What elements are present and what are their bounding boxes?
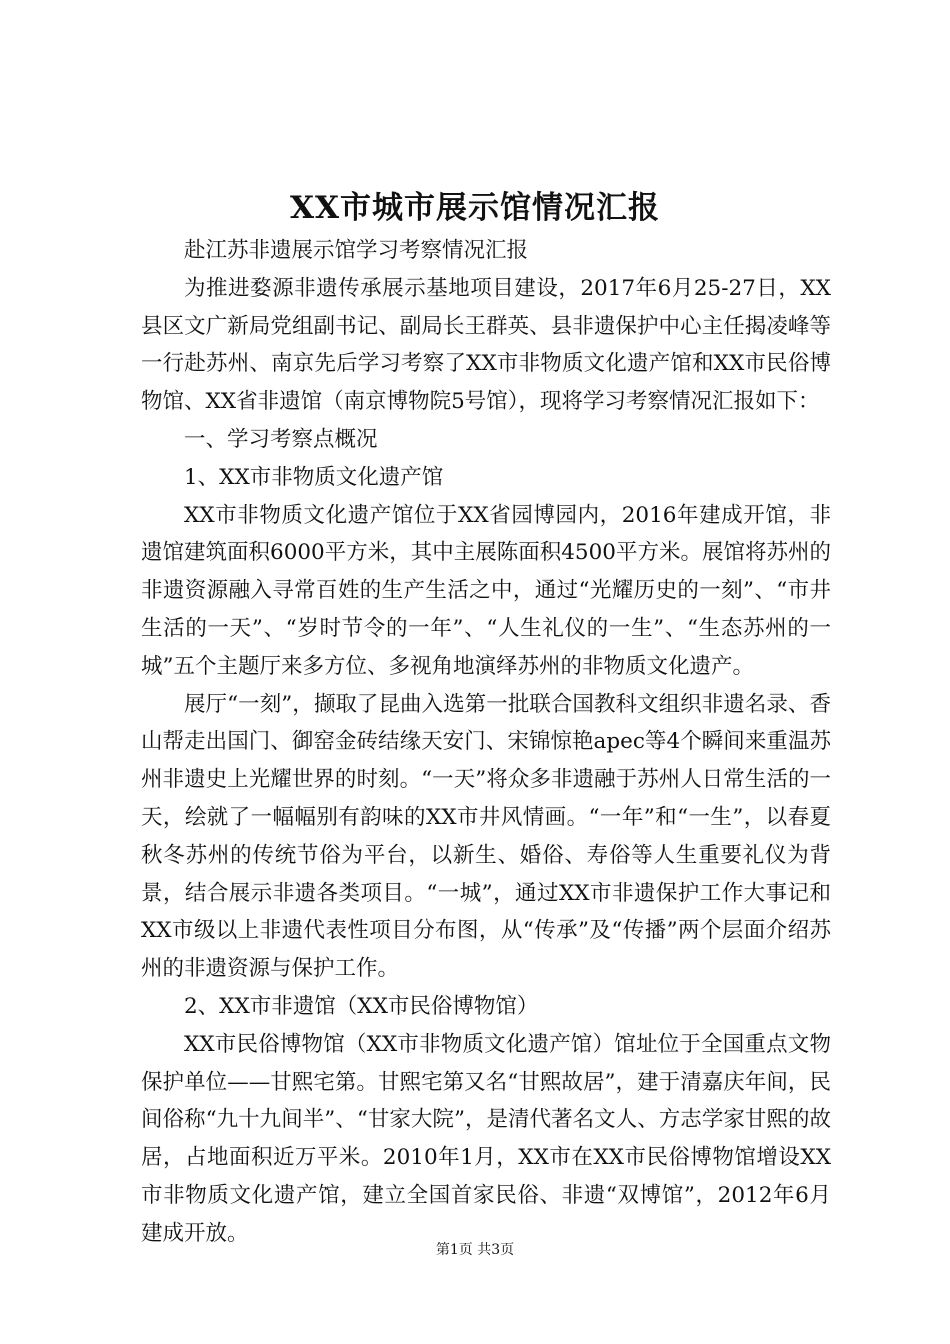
- subsection-heading: 1、XX市非物质文化遗产馆: [184, 464, 444, 490]
- body-paragraph: XX市民俗博物馆（XX市非物质文化遗产馆）馆址位于全国重点文物保护单位——甘熙宅第。甘熙宅第又名“甘熙故居”，建于清嘉庆年间，民间俗称“九十九间半”、“甘家大院”，是清代著名文人、方志学家甘熙的故居，占地面积近万平米。2010年1月，XX市在XX市民俗博物馆增设XX市非物质文化遗产馆，建立全国首家民俗、非遗“双博馆”，2012年6月建成开放。: [141, 1031, 831, 1246]
- section-heading: 一、学习考察点概况: [184, 426, 378, 452]
- document-title: XX市城市展示馆情况汇报: [289, 190, 661, 226]
- document-body: [141, 232, 831, 1253]
- body-paragraph: 展厅“一刻”，撷取了昆曲入选第一批联合国教科文组织非遗名录、香山帮走出国门、御窑金砖结缘天安门、宋锦惊艳apec等4个瞬间来重温苏州非遗史上光耀世界的时刻。“一天”将众多非遗融于苏州人日常生活的一天，绘就了一幅幅别有韵味的XX市井风情画。“一年”和“一生”，以春夏秋冬苏州的传统节俗为平台，以新生、婚俗、寿俗等人生重要礼仪为背景，结合展示非遗各类项目。“一城”，通过XX市非遗保护工作大事记和XX市级以上非遗代表性项目分布图，从“传承”及“传播”两个层面介绍苏州的非遗资源与保护工作。: [141, 691, 831, 982]
- page-footer: 第1页 共3页: [435, 1242, 515, 1258]
- body-paragraph: 赴江苏非遗展示馆学习考察情况汇报: [184, 238, 529, 263]
- subsection-heading: 2、XX市非遗馆（XX市民俗博物馆）: [184, 993, 539, 1019]
- body-paragraph: XX市非物质文化遗产馆位于XX省园博园内，2016年建成开馆，非遗馆建筑面积6000平方米，其中主展陈面积4500平方米。展馆将苏州的非遗资源融入寻常百姓的生产生活之中，通过“光耀历史的一刻”、“市井生活的一天”、“岁时节令的一年”、“人生礼仪的一生”、“生态苏州的一城”五个主题厅来多方位、多视角地演绎苏州的非物质文化遗产。: [141, 502, 831, 679]
- body-paragraph: 为推进婺源非遗传承展示基地项目建设，2017年6月25-27日，XX县区文广新局党组副书记、副局长王群英、县非遗保护中心主任揭凌峰等一行赴苏州、南京先后学习考察了XX市非物质文化遗产馆和XX市民俗博物馆、XX省非遗馆（南京博物院5号馆），现将学习考察情况汇报如下：: [141, 275, 831, 415]
